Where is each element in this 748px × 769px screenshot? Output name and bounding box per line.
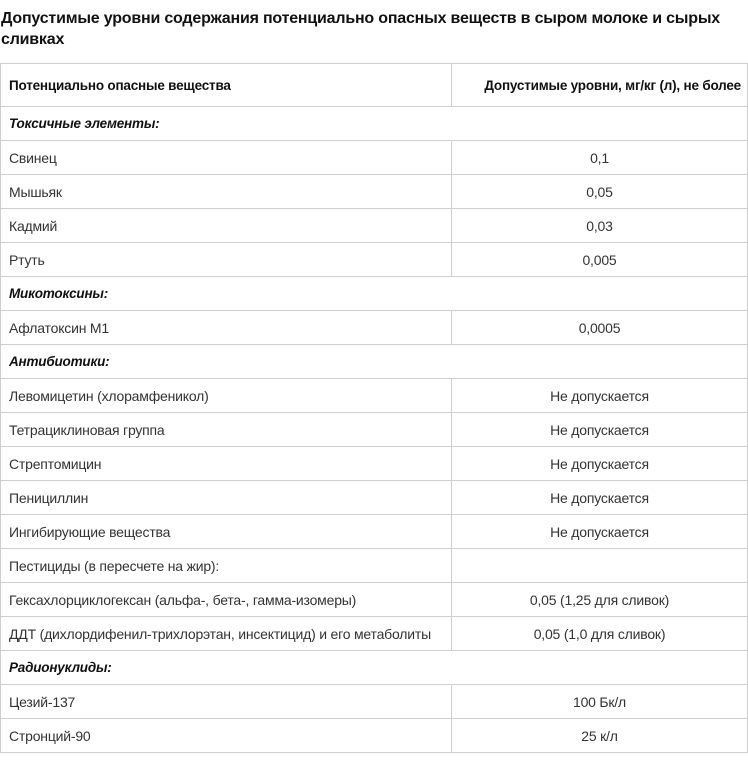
substance-name: ДДТ (дихлордифенил-трихлорэтан, инсектицид) и его метаболиты <box>1 617 452 651</box>
substance-name: Мышьяк <box>1 175 452 209</box>
table-row <box>1 209 748 243</box>
header-substances: Потенциально опасные вещества <box>1 64 452 107</box>
limit-value: 0,05 <box>452 175 748 209</box>
category-label: Антибиотики: <box>1 345 748 379</box>
table-row <box>1 447 748 481</box>
limit-value: Не допускается <box>452 515 748 549</box>
limit-value: 0,1 <box>452 141 748 175</box>
limit-value: Не допускается <box>452 379 748 413</box>
category-row <box>1 107 748 141</box>
category-label: Микотоксины: <box>1 277 748 311</box>
limit-value: 0,05 (1,0 для сливок) <box>452 617 748 651</box>
limit-value: 0,0005 <box>452 311 748 345</box>
substance-name: Афлатоксин М1 <box>1 311 452 345</box>
table-header-row <box>1 64 748 107</box>
limit-value: Не допускается <box>452 413 748 447</box>
substance-name: Пестициды (в пересчете на жир): <box>1 549 452 583</box>
table-row <box>1 379 748 413</box>
table-row <box>1 515 748 549</box>
substance-name: Стрептомицин <box>1 447 452 481</box>
substance-name: Тетрациклиновая группа <box>1 413 452 447</box>
substance-name: Ингибирующие вещества <box>1 515 452 549</box>
limits-table <box>0 63 748 753</box>
substance-name: Кадмий <box>1 209 452 243</box>
category-label: Радионуклиды: <box>1 651 748 685</box>
table-row <box>1 481 748 515</box>
table-row <box>1 141 748 175</box>
table-row <box>1 617 748 651</box>
table-row <box>1 549 748 583</box>
substance-name: Цезий-137 <box>1 685 452 719</box>
limit-value: Не допускается <box>452 447 748 481</box>
table-row <box>1 719 748 753</box>
limit-value <box>452 549 748 583</box>
limit-value: 0,05 (1,25 для сливок) <box>452 583 748 617</box>
substance-name: Левомицетин (хлорамфеникол) <box>1 379 452 413</box>
table-row <box>1 583 748 617</box>
substance-name: Стронций-90 <box>1 719 452 753</box>
table-row <box>1 685 748 719</box>
header-limits: Допустимые уровни, мг/кг (л), не более <box>452 64 748 107</box>
table-row <box>1 311 748 345</box>
substance-name: Пенициллин <box>1 481 452 515</box>
table-row <box>1 413 748 447</box>
substance-name: Гексахлорциклогексан (альфа-, бета-, гамма-изомеры) <box>1 583 452 617</box>
limit-value: 0,005 <box>452 243 748 277</box>
limit-value: Не допускается <box>452 481 748 515</box>
table-row <box>1 243 748 277</box>
category-row <box>1 651 748 685</box>
substance-name: Свинец <box>1 141 452 175</box>
substance-name: Ртуть <box>1 243 452 277</box>
limit-value: 25 к/л <box>452 719 748 753</box>
category-label: Токсичные элементы: <box>1 107 748 141</box>
limit-value: 100 Бк/л <box>452 685 748 719</box>
limit-value: 0,03 <box>452 209 748 243</box>
page-title: Допустимые уровни содержания потенциально опасных веществ в сыром молоке и сырых сливках <box>1 10 721 48</box>
category-row <box>1 277 748 311</box>
category-row <box>1 345 748 379</box>
table-row <box>1 175 748 209</box>
